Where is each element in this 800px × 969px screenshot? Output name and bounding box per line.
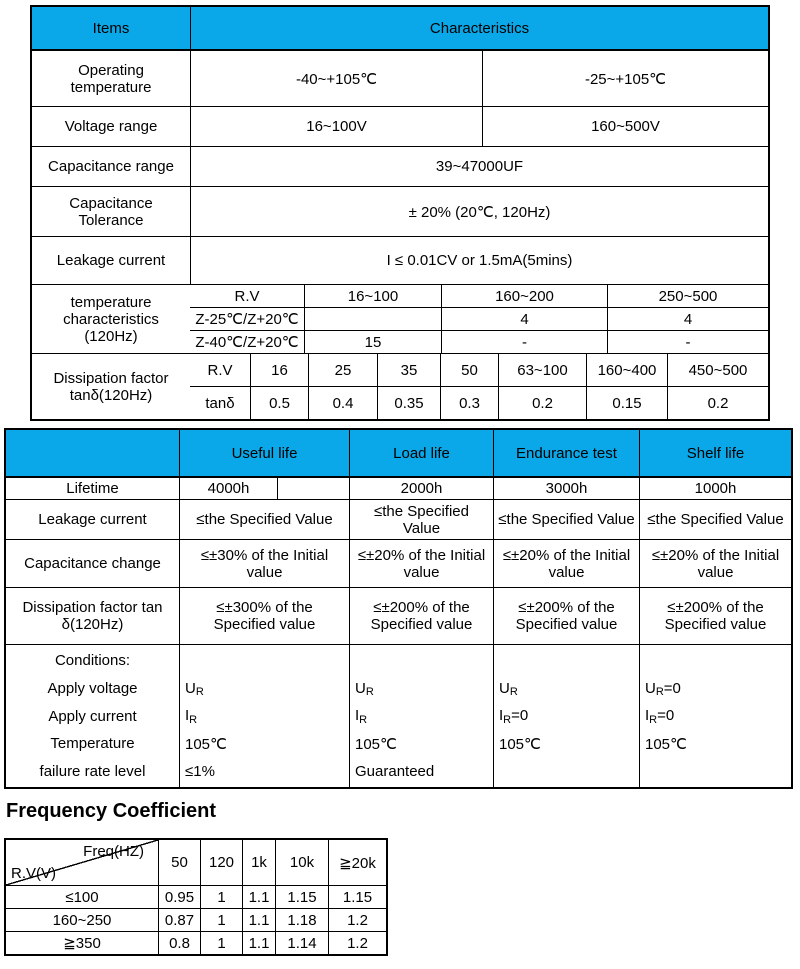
frequency-data-row — [6, 908, 386, 931]
operating-temperature-row — [32, 49, 768, 106]
apply-voltage-value: U R — [499, 679, 518, 699]
grid-cell: 0.5 — [250, 387, 308, 419]
life-header-blank — [6, 430, 179, 476]
frequency-data-row — [6, 931, 386, 954]
capacitance-range-value: 39~47000UF — [190, 147, 768, 186]
coefficient-value: 1 — [200, 932, 242, 954]
apply-voltage-value: U R — [185, 679, 204, 699]
conditions-label: Apply voltage — [47, 679, 138, 697]
coefficient-value: 1.15 — [275, 886, 328, 908]
grid-cell: 0.35 — [377, 387, 440, 419]
coefficient-value: 0.8 — [158, 932, 200, 954]
capacitance-range-row — [32, 146, 768, 186]
grid-cell: Z-25℃/Z+20℃ — [195, 311, 299, 328]
grid-cell: 0.2 — [667, 387, 768, 419]
freq-axis-label: Freq(HZ) — [83, 843, 144, 860]
grid-cell: 35 — [377, 354, 440, 386]
row-label: Dissipation factor tanδ(120Hz) — [53, 369, 169, 404]
row-label: Capacitance change — [24, 555, 161, 572]
capacitance-change-value: ≤±20% of the Initial value — [349, 540, 493, 587]
dissipation-value: ≤±200% of the Specified value — [349, 588, 493, 644]
row-label: temperature characteristics (120Hz) — [63, 293, 159, 345]
coefficient-value: 1.2 — [328, 909, 386, 931]
endurance-test-header: Endurance test — [493, 430, 639, 476]
grid-cell: 25 — [308, 354, 377, 386]
conditions-blank — [494, 647, 639, 675]
leakage-value: ≤the Specified Value — [179, 500, 349, 539]
freq-column-header: 120 — [200, 840, 242, 885]
grid-cell: 450~500 — [667, 354, 768, 386]
rv-row-label: ≧350 — [63, 935, 101, 952]
temperature-value: 105℃ — [645, 735, 687, 753]
dissipation-value: ≤±300% of the Specified value — [179, 588, 349, 644]
grid-cell: 15 — [304, 331, 441, 353]
grid-cell: 63~100 — [498, 354, 586, 386]
grid-cell: 4 — [441, 308, 607, 330]
grid-cell: 160~200 — [441, 285, 607, 307]
grid-cell: R.V — [234, 287, 260, 305]
grid-cell: tanδ — [205, 394, 235, 412]
apply-voltage-value: U R — [355, 679, 374, 699]
temperature-value: 105℃ — [185, 735, 227, 753]
apply-current-value: I R — [185, 707, 198, 726]
temperature-characteristics-row — [32, 284, 768, 353]
grid-cell — [304, 308, 441, 330]
leakage-value: ≤the Specified Value — [349, 500, 493, 539]
conditions-blank — [180, 647, 349, 675]
conditions-load-life — [349, 645, 493, 787]
conditions-endurance-test — [493, 645, 639, 787]
capacitance-change-value: ≤±20% of the Initial value — [493, 540, 639, 587]
characteristics-column-header: Characteristics — [190, 7, 768, 49]
grid-cell: 250~500 — [607, 285, 768, 307]
conditions-label: Conditions: — [54, 652, 131, 670]
coefficient-value: 1.1 — [242, 909, 275, 931]
conditions-label: Apply current — [48, 707, 137, 725]
characteristics-header-row — [32, 7, 768, 49]
operating-temperature-high: -25~+105℃ — [482, 51, 768, 106]
frequency-data-row — [6, 885, 386, 908]
capacitance-change-value: ≤±30% of the Initial value — [179, 540, 349, 587]
coefficient-value: 0.95 — [158, 886, 200, 908]
frequency-corner-cell — [6, 840, 158, 885]
coefficient-value: 1.1 — [242, 932, 275, 954]
capacitance-tolerance-value: ± 20% (20℃, 120Hz) — [190, 187, 768, 236]
grid-cell: 4 — [607, 308, 768, 330]
failure-rate-value: Guaranteed — [355, 762, 435, 780]
useful-life-header: Useful life — [179, 430, 349, 476]
grid-cell: R.V — [207, 361, 233, 379]
leakage-value: ≤the Specified Value — [493, 500, 639, 539]
row-label: Capacitance range — [48, 158, 174, 175]
failure-rate-value: ≤1% — [185, 762, 215, 780]
temperature-value: 105℃ — [499, 735, 541, 753]
row-label: Voltage range — [64, 118, 158, 135]
conditions-row — [6, 644, 791, 787]
life-header-row — [6, 430, 791, 476]
coefficient-value: 1.18 — [275, 909, 328, 931]
row-label: Lifetime — [66, 480, 119, 497]
voltage-range-low: 16~100V — [190, 107, 482, 146]
row-label: Operating temperature — [70, 61, 152, 96]
freq-column-header: 1k — [242, 840, 275, 885]
items-column-header: Items — [32, 7, 190, 49]
grid-cell: - — [441, 331, 607, 353]
frequency-header-row — [6, 840, 386, 885]
apply-current-value: I R =0 — [499, 707, 529, 726]
row-label: Capacitance Tolerance — [69, 194, 153, 229]
life-leakage-current-row — [6, 499, 791, 539]
temperature-value: 105℃ — [355, 735, 397, 753]
frequency-coefficient-table — [4, 838, 388, 956]
life-dissipation-factor-row — [6, 587, 791, 644]
rv-axis-label: R.V(V) — [11, 865, 56, 882]
lifetime-shelf-value: 1000h — [639, 478, 791, 499]
load-life-header: Load life — [349, 430, 493, 476]
conditions-useful-life — [179, 645, 349, 787]
capacitance-change-value: ≤±20% of the Initial value — [639, 540, 791, 587]
coefficient-value: 1.14 — [275, 932, 328, 954]
freq-column-header: ≧20k — [328, 840, 386, 885]
apply-voltage-value: U R =0 — [645, 679, 681, 699]
leakage-current-value: I ≤ 0.01CV or 1.5mA(5mins) — [190, 237, 768, 284]
rv-row-label: ≤100 — [65, 888, 99, 906]
conditions-label: Temperature — [50, 735, 135, 753]
grid-cell: 0.2 — [498, 387, 586, 419]
shelf-life-header: Shelf life — [639, 430, 791, 476]
failure-rate-value — [640, 757, 791, 785]
grid-cell: - — [607, 331, 768, 353]
row-label: Dissipation factor tan δ(120Hz) — [22, 599, 163, 633]
row-label: Leakage current — [56, 252, 166, 269]
voltage-range-high: 160~500V — [482, 107, 768, 146]
temperature-characteristics-grid — [190, 285, 768, 353]
grid-cell: 0.15 — [586, 387, 667, 419]
operating-temperature-low: -40~+105℃ — [190, 51, 482, 106]
life-table — [4, 428, 793, 789]
lifetime-useful-extra — [277, 478, 349, 499]
conditions-shelf-life — [639, 645, 791, 787]
coefficient-value: 1.15 — [328, 886, 386, 908]
characteristics-table — [30, 5, 770, 421]
lifetime-useful-value: 4000h — [207, 480, 250, 497]
grid-cell: 16~100 — [304, 285, 441, 307]
grid-cell: 50 — [440, 354, 498, 386]
capacitance-change-row — [6, 539, 791, 587]
apply-current-value: I R — [355, 707, 368, 726]
leakage-value: ≤the Specified Value — [639, 500, 791, 539]
dissipation-factor-grid — [190, 354, 768, 419]
grid-cell: 0.4 — [308, 387, 377, 419]
freq-column-header: 50 — [158, 840, 200, 885]
coefficient-value: 0.87 — [158, 909, 200, 931]
conditions-blank — [640, 647, 791, 675]
lifetime-load-value: 2000h — [349, 478, 493, 499]
conditions-blank — [350, 647, 493, 675]
dissipation-factor-row — [32, 353, 768, 419]
voltage-range-row — [32, 106, 768, 146]
capacitance-tolerance-row — [32, 186, 768, 236]
grid-cell: 160~400 — [586, 354, 667, 386]
failure-rate-value — [494, 757, 639, 785]
lifetime-useful-split — [179, 478, 349, 499]
dissipation-value: ≤±200% of the Specified value — [639, 588, 791, 644]
coefficient-value: 1.2 — [328, 932, 386, 954]
row-label: Leakage current — [38, 511, 147, 528]
frequency-coefficient-heading: Frequency Coefficient — [6, 800, 217, 822]
coefficient-value: 1 — [200, 909, 242, 931]
conditions-label: failure rate level — [39, 762, 146, 780]
apply-current-value: I R =0 — [645, 707, 675, 726]
leakage-current-row — [32, 236, 768, 284]
rv-row-label: 160~250 — [52, 911, 112, 929]
lifetime-row — [6, 476, 791, 499]
dissipation-value: ≤±200% of the Specified value — [493, 588, 639, 644]
grid-cell: Z-40℃/Z+20℃ — [195, 334, 299, 351]
conditions-labels — [6, 645, 179, 787]
grid-cell: 16 — [250, 354, 308, 386]
lifetime-endurance-value: 3000h — [493, 478, 639, 499]
freq-column-header: 10k — [275, 840, 328, 885]
coefficient-value: 1.1 — [242, 886, 275, 908]
grid-cell: 0.3 — [440, 387, 498, 419]
coefficient-value: 1 — [200, 886, 242, 908]
